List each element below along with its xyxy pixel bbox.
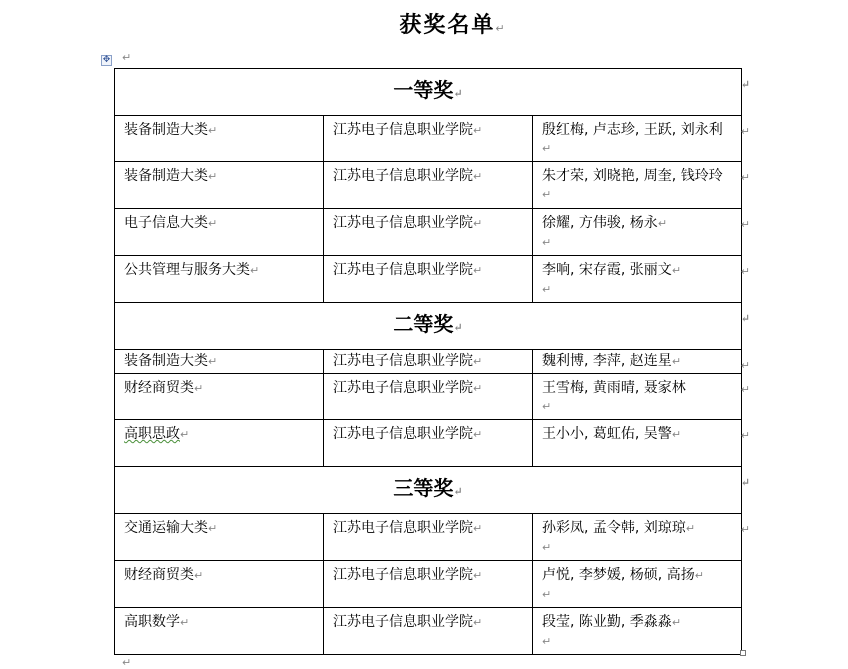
names-cell[interactable]: 魏利博, 李萍, 赵连星↵ ↵: [533, 350, 742, 374]
school-cell[interactable]: 江苏电子信息职业学院↵: [324, 162, 533, 209]
table-row: [115, 256, 742, 303]
school-cell[interactable]: 江苏电子信息职业学院↵: [324, 116, 533, 162]
names-cell[interactable]: 孙彩凤, 孟令韩, 刘琼琼↵ ↵ ↵: [533, 514, 742, 561]
category-cell[interactable]: 交通运输大类↵: [115, 514, 324, 561]
table-row: [115, 116, 742, 162]
school-cell[interactable]: 江苏电子信息职业学院↵: [324, 256, 533, 303]
awards-table[interactable]: [114, 68, 750, 655]
school-cell[interactable]: 江苏电子信息职业学院↵: [324, 374, 533, 420]
table-move-handle-icon[interactable]: ✥: [102, 55, 111, 65]
paragraph-mark: ↵: [122, 656, 132, 669]
section-heading-cell[interactable]: 二等奖↵ ↵: [115, 303, 742, 350]
table-row: [115, 162, 742, 209]
names-cell[interactable]: 段莹, 陈业勤, 季淼淼↵ ↵: [533, 608, 742, 655]
table-row: [115, 608, 742, 655]
category-cell[interactable]: 财经商贸类↵: [115, 374, 324, 420]
names-cell[interactable]: 殷红梅, 卢志珍, 王跃, 刘永利 ↵ ↵: [533, 116, 742, 162]
category-cell[interactable]: 高职思政↵: [115, 420, 324, 467]
school-cell[interactable]: 江苏电子信息职业学院↵: [324, 608, 533, 655]
table-row: [115, 209, 742, 256]
school-cell[interactable]: 江苏电子信息职业学院↵: [324, 514, 533, 561]
section-heading-cell[interactable]: 一等奖↵ ↵: [115, 69, 742, 116]
category-cell[interactable]: 公共管理与服务大类↵: [115, 256, 324, 303]
paragraph-mark: ↵: [495, 22, 507, 35]
document-title: 获奖名单↵: [399, 12, 507, 38]
section-header-first-prize: [115, 69, 742, 116]
category-cell[interactable]: 电子信息大类↵: [115, 209, 324, 256]
table-row: [115, 374, 742, 420]
section-header-third-prize: [115, 467, 742, 514]
names-cell[interactable]: 徐耀, 方伟骏, 杨永↵ ↵ ↵: [533, 209, 742, 256]
category-cell[interactable]: 财经商贸类↵: [115, 561, 324, 608]
school-cell[interactable]: 江苏电子信息职业学院↵: [324, 561, 533, 608]
names-cell[interactable]: 王小小, 葛虹佑, 吴警↵ ↵: [533, 420, 742, 467]
table-resize-handle[interactable]: [740, 650, 746, 656]
category-cell[interactable]: 高职数学↵: [115, 608, 324, 655]
names-cell[interactable]: 朱才荣, 刘晓艳, 周奎, 钱玲玲 ↵ ↵: [533, 162, 742, 209]
table-row: [115, 561, 742, 608]
paragraph-mark: ↵: [122, 51, 132, 64]
school-cell[interactable]: 江苏电子信息职业学院↵: [324, 420, 533, 467]
school-cell[interactable]: 江苏电子信息职业学院↵: [324, 209, 533, 256]
table-row: [115, 514, 742, 561]
school-cell[interactable]: 江苏电子信息职业学院↵: [324, 350, 533, 374]
category-cell[interactable]: 装备制造大类↵: [115, 350, 324, 374]
category-cell[interactable]: 装备制造大类↵: [115, 116, 324, 162]
names-cell[interactable]: 卢悦, 李梦媛, 杨硕, 高扬↵ ↵: [533, 561, 742, 608]
section-header-second-prize: [115, 303, 742, 350]
table-row: [115, 350, 742, 374]
names-cell[interactable]: 王雪梅, 黄雨晴, 聂家林 ↵ ↵: [533, 374, 742, 420]
category-cell[interactable]: 装备制造大类↵: [115, 162, 324, 209]
table-row: [115, 420, 742, 467]
section-heading-cell[interactable]: 三等奖↵ ↵: [115, 467, 742, 514]
names-cell[interactable]: 李响, 宋存霞, 张丽文↵ ↵ ↵: [533, 256, 742, 303]
